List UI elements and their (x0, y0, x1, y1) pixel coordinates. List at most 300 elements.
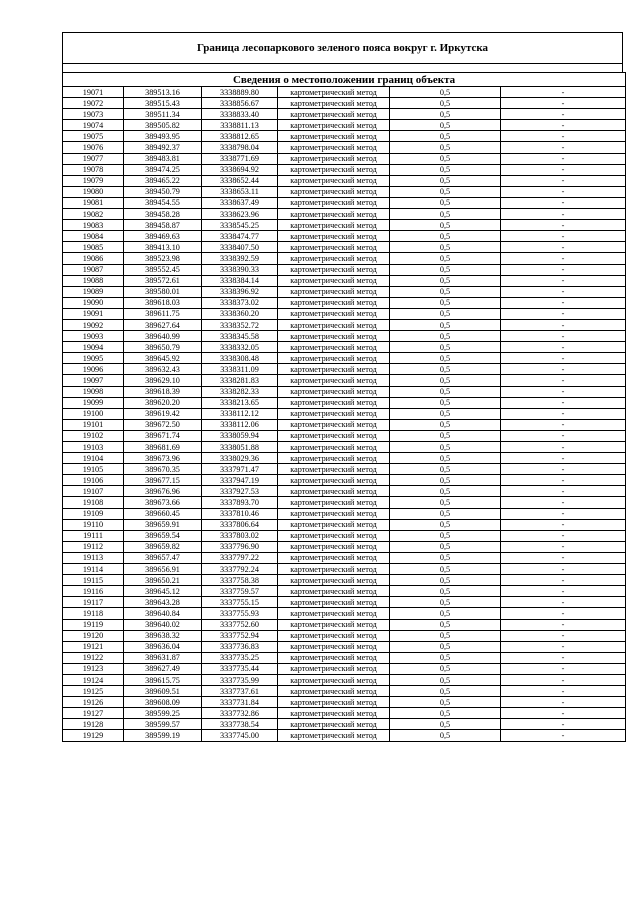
description-cell: - (501, 586, 626, 597)
point-number-cell: 19088 (63, 275, 124, 286)
description-cell: - (501, 453, 626, 464)
method-cell: картометрический метод (278, 719, 390, 730)
point-number-cell: 19083 (63, 220, 124, 231)
accuracy-cell: 0,5 (390, 464, 501, 475)
section-title: Сведения о местоположении границ объекта (63, 73, 626, 87)
method-cell: картометрический метод (278, 586, 390, 597)
y-coordinate-cell: 3338051.88 (202, 442, 278, 453)
y-coordinate-cell: 3337947.19 (202, 475, 278, 486)
point-number-cell: 19086 (63, 253, 124, 264)
accuracy-cell: 0,5 (390, 109, 501, 120)
table-row (63, 209, 626, 220)
x-coordinate-cell: 389645.92 (124, 353, 202, 364)
document-title: Граница лесопаркового зеленого пояса вокруг г. Иркутска (62, 32, 623, 64)
table-row (63, 564, 626, 575)
y-coordinate-cell: 3337803.02 (202, 530, 278, 541)
y-coordinate-cell: 3338812.65 (202, 131, 278, 142)
point-number-cell: 19080 (63, 186, 124, 197)
point-number-cell: 19108 (63, 497, 124, 508)
x-coordinate-cell: 389627.49 (124, 663, 202, 674)
description-cell: - (501, 98, 626, 109)
x-coordinate-cell: 389599.57 (124, 719, 202, 730)
point-number-cell: 19116 (63, 586, 124, 597)
method-cell: картометрический метод (278, 497, 390, 508)
x-coordinate-cell: 389627.64 (124, 319, 202, 330)
title-spacer (62, 64, 623, 72)
accuracy-cell: 0,5 (390, 375, 501, 386)
x-coordinate-cell: 389599.25 (124, 708, 202, 719)
method-cell: картометрический метод (278, 652, 390, 663)
accuracy-cell: 0,5 (390, 131, 501, 142)
table-row (63, 397, 626, 408)
x-coordinate-cell: 389458.28 (124, 209, 202, 220)
y-coordinate-cell: 3337736.83 (202, 641, 278, 652)
y-coordinate-cell: 3337810.46 (202, 508, 278, 519)
x-coordinate-cell: 389629.10 (124, 375, 202, 386)
method-cell: картометрический метод (278, 630, 390, 641)
table-row (63, 453, 626, 464)
point-number-cell: 19079 (63, 175, 124, 186)
description-cell: - (501, 430, 626, 441)
table-row (63, 442, 626, 453)
description-cell: - (501, 319, 626, 330)
table-row (63, 297, 626, 308)
method-cell: картометрический метод (278, 286, 390, 297)
y-coordinate-cell: 3338345.58 (202, 331, 278, 342)
accuracy-cell: 0,5 (390, 331, 501, 342)
method-cell: картометрический метод (278, 253, 390, 264)
point-number-cell: 19112 (63, 541, 124, 552)
x-coordinate-cell: 389492.37 (124, 142, 202, 153)
description-cell: - (501, 619, 626, 630)
description-cell: - (501, 419, 626, 430)
y-coordinate-cell: 3337752.94 (202, 630, 278, 641)
description-cell: - (501, 131, 626, 142)
x-coordinate-cell: 389474.25 (124, 164, 202, 175)
y-coordinate-cell: 3337738.54 (202, 719, 278, 730)
description-cell: - (501, 730, 626, 741)
x-coordinate-cell: 389552.45 (124, 264, 202, 275)
method-cell: картометрический метод (278, 397, 390, 408)
description-cell: - (501, 264, 626, 275)
point-number-cell: 19087 (63, 264, 124, 275)
table-row (63, 552, 626, 563)
point-number-cell: 19071 (63, 87, 124, 98)
y-coordinate-cell: 3337755.93 (202, 608, 278, 619)
accuracy-cell: 0,5 (390, 319, 501, 330)
accuracy-cell: 0,5 (390, 442, 501, 453)
accuracy-cell: 0,5 (390, 397, 501, 408)
point-number-cell: 19104 (63, 453, 124, 464)
description-cell: - (501, 353, 626, 364)
point-number-cell: 19085 (63, 242, 124, 253)
method-cell: картометрический метод (278, 663, 390, 674)
table-row (63, 663, 626, 674)
description-cell: - (501, 708, 626, 719)
description-cell: - (501, 530, 626, 541)
table-row (63, 408, 626, 419)
point-number-cell: 19072 (63, 98, 124, 109)
method-cell: картометрический метод (278, 541, 390, 552)
accuracy-cell: 0,5 (390, 242, 501, 253)
x-coordinate-cell: 389659.82 (124, 541, 202, 552)
method-cell: картометрический метод (278, 552, 390, 563)
method-cell: картометрический метод (278, 98, 390, 109)
description-cell: - (501, 120, 626, 131)
method-cell: картометрический метод (278, 220, 390, 231)
x-coordinate-cell: 389620.20 (124, 397, 202, 408)
description-cell: - (501, 519, 626, 530)
x-coordinate-cell: 389611.75 (124, 308, 202, 319)
description-cell: - (501, 397, 626, 408)
x-coordinate-cell: 389671.74 (124, 430, 202, 441)
x-coordinate-cell: 389677.15 (124, 475, 202, 486)
method-cell: картометрический метод (278, 564, 390, 575)
accuracy-cell: 0,5 (390, 286, 501, 297)
description-cell: - (501, 142, 626, 153)
y-coordinate-cell: 3338811.13 (202, 120, 278, 131)
y-coordinate-cell: 3338545.25 (202, 220, 278, 231)
method-cell: картометрический метод (278, 475, 390, 486)
coordinates-table (62, 72, 626, 742)
y-coordinate-cell: 3337893.70 (202, 497, 278, 508)
accuracy-cell: 0,5 (390, 197, 501, 208)
table-row (63, 730, 626, 741)
accuracy-cell: 0,5 (390, 220, 501, 231)
accuracy-cell: 0,5 (390, 575, 501, 586)
description-cell: - (501, 275, 626, 286)
accuracy-cell: 0,5 (390, 353, 501, 364)
table-row (63, 375, 626, 386)
y-coordinate-cell: 3338637.49 (202, 197, 278, 208)
point-number-cell: 19093 (63, 331, 124, 342)
y-coordinate-cell: 3338112.12 (202, 408, 278, 419)
point-number-cell: 19082 (63, 209, 124, 220)
method-cell: картометрический метод (278, 308, 390, 319)
method-cell: картометрический метод (278, 153, 390, 164)
description-cell: - (501, 164, 626, 175)
accuracy-cell: 0,5 (390, 652, 501, 663)
point-number-cell: 19076 (63, 142, 124, 153)
x-coordinate-cell: 389609.51 (124, 686, 202, 697)
method-cell: картометрический метод (278, 353, 390, 364)
method-cell: картометрический метод (278, 708, 390, 719)
y-coordinate-cell: 3338059.94 (202, 430, 278, 441)
x-coordinate-cell: 389673.66 (124, 497, 202, 508)
point-number-cell: 19096 (63, 364, 124, 375)
table-row (63, 220, 626, 231)
point-number-cell: 19120 (63, 630, 124, 641)
x-coordinate-cell: 389599.19 (124, 730, 202, 741)
accuracy-cell: 0,5 (390, 697, 501, 708)
accuracy-cell: 0,5 (390, 686, 501, 697)
accuracy-cell: 0,5 (390, 142, 501, 153)
x-coordinate-cell: 389657.47 (124, 552, 202, 563)
table-row (63, 597, 626, 608)
point-number-cell: 19077 (63, 153, 124, 164)
table-row (63, 641, 626, 652)
table-row (63, 253, 626, 264)
table-row (63, 386, 626, 397)
method-cell: картометрический метод (278, 597, 390, 608)
point-number-cell: 19084 (63, 231, 124, 242)
accuracy-cell: 0,5 (390, 663, 501, 674)
x-coordinate-cell: 389615.75 (124, 674, 202, 685)
x-coordinate-cell: 389523.98 (124, 253, 202, 264)
table-row (63, 242, 626, 253)
method-cell: картометрический метод (278, 697, 390, 708)
accuracy-cell: 0,5 (390, 641, 501, 652)
table-row (63, 342, 626, 353)
table-row (63, 331, 626, 342)
description-cell: - (501, 175, 626, 186)
y-coordinate-cell: 3338407.50 (202, 242, 278, 253)
y-coordinate-cell: 3337927.53 (202, 486, 278, 497)
accuracy-cell: 0,5 (390, 164, 501, 175)
y-coordinate-cell: 3338360.20 (202, 308, 278, 319)
method-cell: картометрический метод (278, 331, 390, 342)
point-number-cell: 19098 (63, 386, 124, 397)
point-number-cell: 19101 (63, 419, 124, 430)
description-cell: - (501, 87, 626, 98)
table-row (63, 319, 626, 330)
method-cell: картометрический метод (278, 530, 390, 541)
point-number-cell: 19092 (63, 319, 124, 330)
method-cell: картометрический метод (278, 264, 390, 275)
point-number-cell: 19115 (63, 575, 124, 586)
accuracy-cell: 0,5 (390, 297, 501, 308)
point-number-cell: 19124 (63, 674, 124, 685)
x-coordinate-cell: 389632.43 (124, 364, 202, 375)
method-cell: картометрический метод (278, 120, 390, 131)
y-coordinate-cell: 3337755.15 (202, 597, 278, 608)
accuracy-cell: 0,5 (390, 630, 501, 641)
accuracy-cell: 0,5 (390, 87, 501, 98)
x-coordinate-cell: 389636.04 (124, 641, 202, 652)
point-number-cell: 19094 (63, 342, 124, 353)
x-coordinate-cell: 389511.34 (124, 109, 202, 120)
method-cell: картометрический метод (278, 186, 390, 197)
x-coordinate-cell: 389643.28 (124, 597, 202, 608)
point-number-cell: 19123 (63, 663, 124, 674)
y-coordinate-cell: 3338889.80 (202, 87, 278, 98)
description-cell: - (501, 186, 626, 197)
description-cell: - (501, 564, 626, 575)
accuracy-cell: 0,5 (390, 175, 501, 186)
table-row (63, 419, 626, 430)
x-coordinate-cell: 389483.81 (124, 153, 202, 164)
description-cell: - (501, 697, 626, 708)
y-coordinate-cell: 3338652.44 (202, 175, 278, 186)
description-cell: - (501, 342, 626, 353)
x-coordinate-cell: 389515.43 (124, 98, 202, 109)
accuracy-cell: 0,5 (390, 586, 501, 597)
x-coordinate-cell: 389681.69 (124, 442, 202, 453)
x-coordinate-cell: 389672.50 (124, 419, 202, 430)
accuracy-cell: 0,5 (390, 419, 501, 430)
table-row (63, 486, 626, 497)
point-number-cell: 19121 (63, 641, 124, 652)
table-row (63, 519, 626, 530)
description-cell: - (501, 231, 626, 242)
accuracy-cell: 0,5 (390, 120, 501, 131)
point-number-cell: 19125 (63, 686, 124, 697)
table-row (63, 353, 626, 364)
table-row (63, 142, 626, 153)
table-row (63, 430, 626, 441)
method-cell: картометрический метод (278, 453, 390, 464)
table-row (63, 652, 626, 663)
x-coordinate-cell: 389619.42 (124, 408, 202, 419)
x-coordinate-cell: 389505.82 (124, 120, 202, 131)
y-coordinate-cell: 3337735.99 (202, 674, 278, 685)
table-row (63, 697, 626, 708)
method-cell: картометрический метод (278, 364, 390, 375)
point-number-cell: 19074 (63, 120, 124, 131)
description-cell: - (501, 652, 626, 663)
table-row (63, 541, 626, 552)
y-coordinate-cell: 3337731.84 (202, 697, 278, 708)
description-cell: - (501, 719, 626, 730)
accuracy-cell: 0,5 (390, 486, 501, 497)
y-coordinate-cell: 3338694.92 (202, 164, 278, 175)
method-cell: картометрический метод (278, 619, 390, 630)
description-cell: - (501, 663, 626, 674)
point-number-cell: 19113 (63, 552, 124, 563)
table-row (63, 508, 626, 519)
method-cell: картометрический метод (278, 131, 390, 142)
y-coordinate-cell: 3338396.92 (202, 286, 278, 297)
table-row (63, 719, 626, 730)
method-cell: картометрический метод (278, 386, 390, 397)
accuracy-cell: 0,5 (390, 386, 501, 397)
accuracy-cell: 0,5 (390, 730, 501, 741)
y-coordinate-cell: 3338311.09 (202, 364, 278, 375)
x-coordinate-cell: 389640.99 (124, 331, 202, 342)
x-coordinate-cell: 389618.03 (124, 297, 202, 308)
table-row (63, 530, 626, 541)
table-row (63, 87, 626, 98)
method-cell: картометрический метод (278, 730, 390, 741)
table-row (63, 98, 626, 109)
method-cell: картометрический метод (278, 197, 390, 208)
point-number-cell: 19119 (63, 619, 124, 630)
point-number-cell: 19114 (63, 564, 124, 575)
description-cell: - (501, 497, 626, 508)
description-cell: - (501, 375, 626, 386)
y-coordinate-cell: 3337758.38 (202, 575, 278, 586)
y-coordinate-cell: 3337971.47 (202, 464, 278, 475)
x-coordinate-cell: 389513.16 (124, 87, 202, 98)
y-coordinate-cell: 3337792.24 (202, 564, 278, 575)
x-coordinate-cell: 389454.55 (124, 197, 202, 208)
table-row (63, 686, 626, 697)
method-cell: картометрический метод (278, 242, 390, 253)
x-coordinate-cell: 389458.87 (124, 220, 202, 231)
x-coordinate-cell: 389450.79 (124, 186, 202, 197)
x-coordinate-cell: 389676.96 (124, 486, 202, 497)
description-cell: - (501, 686, 626, 697)
y-coordinate-cell: 3338332.05 (202, 342, 278, 353)
x-coordinate-cell: 389413.10 (124, 242, 202, 253)
description-cell: - (501, 442, 626, 453)
accuracy-cell: 0,5 (390, 98, 501, 109)
method-cell: картометрический метод (278, 342, 390, 353)
table-row (63, 674, 626, 685)
y-coordinate-cell: 3338653.11 (202, 186, 278, 197)
x-coordinate-cell: 389465.22 (124, 175, 202, 186)
point-number-cell: 19103 (63, 442, 124, 453)
description-cell: - (501, 508, 626, 519)
point-number-cell: 19097 (63, 375, 124, 386)
description-cell: - (501, 674, 626, 685)
y-coordinate-cell: 3337732.86 (202, 708, 278, 719)
accuracy-cell: 0,5 (390, 231, 501, 242)
y-coordinate-cell: 3338213.65 (202, 397, 278, 408)
x-coordinate-cell: 389659.54 (124, 530, 202, 541)
point-number-cell: 19126 (63, 697, 124, 708)
table-row (63, 186, 626, 197)
description-cell: - (501, 109, 626, 120)
method-cell: картометрический метод (278, 408, 390, 419)
method-cell: картометрический метод (278, 608, 390, 619)
accuracy-cell: 0,5 (390, 408, 501, 419)
point-number-cell: 19089 (63, 286, 124, 297)
description-cell: - (501, 197, 626, 208)
method-cell: картометрический метод (278, 419, 390, 430)
accuracy-cell: 0,5 (390, 430, 501, 441)
description-cell: - (501, 209, 626, 220)
description-cell: - (501, 608, 626, 619)
method-cell: картометрический метод (278, 275, 390, 286)
table-row (63, 109, 626, 120)
method-cell: картометрический метод (278, 375, 390, 386)
x-coordinate-cell: 389638.32 (124, 630, 202, 641)
description-cell: - (501, 597, 626, 608)
y-coordinate-cell: 3337737.61 (202, 686, 278, 697)
x-coordinate-cell: 389670.35 (124, 464, 202, 475)
method-cell: картометрический метод (278, 164, 390, 175)
x-coordinate-cell: 389608.09 (124, 697, 202, 708)
table-row (63, 308, 626, 319)
accuracy-cell: 0,5 (390, 364, 501, 375)
method-cell: картометрический метод (278, 109, 390, 120)
y-coordinate-cell: 3338390.33 (202, 264, 278, 275)
description-cell: - (501, 475, 626, 486)
point-number-cell: 19095 (63, 353, 124, 364)
point-number-cell: 19117 (63, 597, 124, 608)
y-coordinate-cell: 3338282.33 (202, 386, 278, 397)
point-number-cell: 19128 (63, 719, 124, 730)
method-cell: картометрический метод (278, 297, 390, 308)
table-row (63, 275, 626, 286)
method-cell: картометрический метод (278, 231, 390, 242)
table-row (63, 708, 626, 719)
accuracy-cell: 0,5 (390, 264, 501, 275)
y-coordinate-cell: 3337797.22 (202, 552, 278, 563)
accuracy-cell: 0,5 (390, 475, 501, 486)
x-coordinate-cell: 389631.87 (124, 652, 202, 663)
table-row (63, 131, 626, 142)
description-cell: - (501, 253, 626, 264)
y-coordinate-cell: 3338373.02 (202, 297, 278, 308)
y-coordinate-cell: 3337735.44 (202, 663, 278, 674)
method-cell: картометрический метод (278, 87, 390, 98)
table-row (63, 586, 626, 597)
method-cell: картометрический метод (278, 575, 390, 586)
y-coordinate-cell: 3338798.04 (202, 142, 278, 153)
point-number-cell: 19073 (63, 109, 124, 120)
